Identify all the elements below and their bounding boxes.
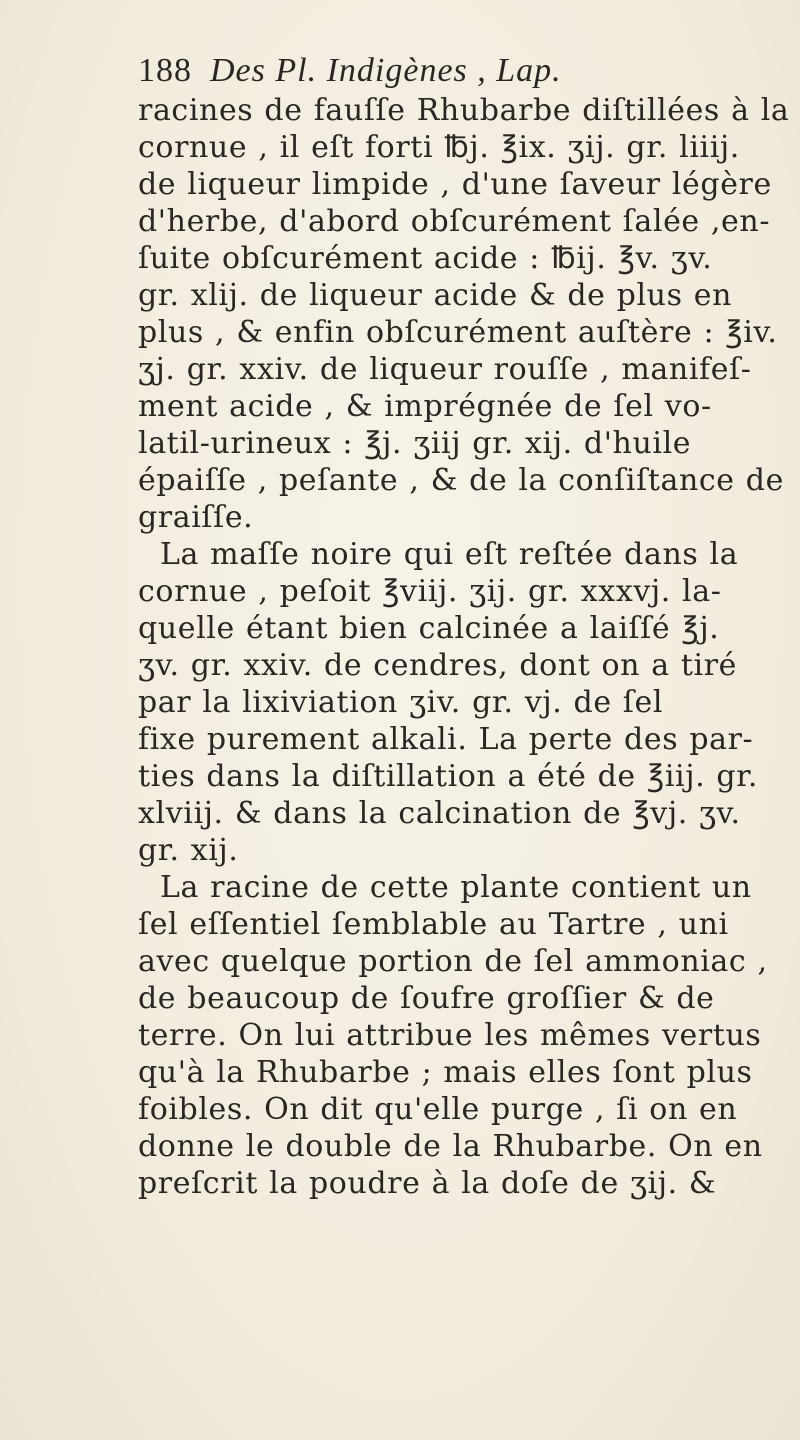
- text-line: graiſſe.: [138, 500, 254, 535]
- text-line: quelle étant bien calcinée a laiſſé ℥j.: [138, 611, 720, 646]
- text-line: épaiſſe , peſante , & de la conſiſtance de: [138, 463, 784, 498]
- text-line: cornue , il eſt forti ℔j. ℥ix. ʒij. gr. liiij.: [138, 130, 740, 165]
- text-line: latil-urineux : ℥j. ʒiij gr. xij. d'huile: [138, 426, 692, 461]
- page-header: [138, 46, 758, 96]
- text-line: cornue , peſoit ℥viij. ʒij. gr. xxxvj. la-: [138, 574, 722, 609]
- running-title: Des Pl. Indigènes , Lap.: [210, 52, 562, 89]
- text-line: ſuite obſcurément acide : ℔ij. ℥v. ʒv.: [138, 241, 713, 276]
- text-line: foibles. On dit qu'elle purge , ſi on en: [138, 1092, 738, 1127]
- text-line: plus , & enfin obſcurément auſtère : ℥iv.: [138, 315, 778, 350]
- text-line: preſcrit la poudre à la doſe de ʒij. &: [138, 1166, 717, 1201]
- text-line: de beaucoup de ſoufre groſſier & de: [138, 981, 715, 1016]
- text-line: ties dans la diſtillation a été de ℥iij. gr.: [138, 759, 758, 794]
- text-line: ʒv. gr. xxiv. de cendres, dont on a tiré: [138, 648, 738, 683]
- text-line: terre. On lui attribue les mêmes vertus: [138, 1018, 762, 1053]
- text-line: d'herbe, d'abord obſcurément ſalée ,en-: [138, 204, 771, 239]
- page-body-text: [138, 92, 790, 1202]
- text-line: qu'à la Rhubarbe ; mais elles ſont plus: [138, 1055, 753, 1090]
- text-line: racines de fauſſe Rhubarbe diſtillées à la: [138, 93, 790, 128]
- text-line: avec quelque portion de ſel ammoniac ,: [138, 944, 768, 979]
- text-line: gr. xlij. de liqueur acide & de plus en: [138, 278, 733, 313]
- text-line: par la lixiviation ʒiv. gr. vj. de ſel: [138, 685, 664, 720]
- page-number: 188: [138, 52, 192, 89]
- text-line: ʒj. gr. xxiv. de liqueur rouſſe , manifeſ-: [138, 352, 752, 387]
- text-line: de liqueur limpide , d'une ſaveur légère: [138, 167, 772, 202]
- text-line: ſel eſſentiel ſemblable au Tartre , uni: [138, 907, 729, 942]
- text-line: xlviij. & dans la calcination de ℥vj. ʒv.: [138, 796, 741, 831]
- text-line: gr. xij.: [138, 833, 239, 868]
- text-line: ment acide , & imprégnée de ſel vo-: [138, 389, 712, 424]
- paragraph-start-line: La racine de cette plante contient un: [160, 870, 752, 905]
- paragraph-start-line: La maſſe noire qui eſt reſtée dans la: [160, 537, 739, 572]
- text-line: fixe purement alkali. La perte des par-: [138, 722, 754, 757]
- text-line: donne le double de la Rhubarbe. On en: [138, 1129, 763, 1164]
